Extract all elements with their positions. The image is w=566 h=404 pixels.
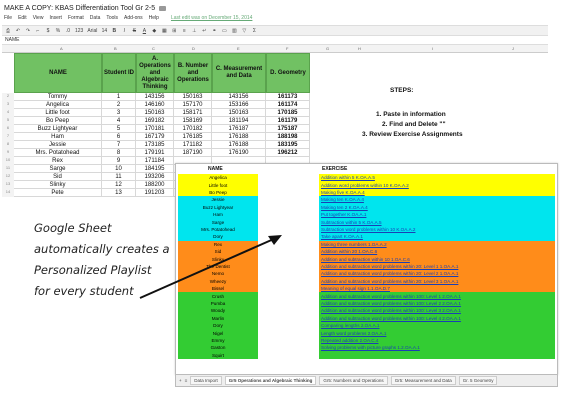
- annotation-line: Personalized Playlist: [34, 263, 152, 277]
- cell-a[interactable]: 171184: [136, 157, 174, 165]
- arrow-line: [140, 238, 276, 298]
- cell-id[interactable]: 11: [102, 173, 136, 181]
- cell-name[interactable]: Angelica: [14, 101, 102, 109]
- cell-c[interactable]: 176188: [212, 141, 266, 149]
- cell-a[interactable]: 143156: [136, 93, 174, 101]
- strikethrough-icon[interactable]: S: [132, 27, 137, 34]
- row-number[interactable]: 4: [2, 109, 14, 117]
- overlay-student-name[interactable]: Bissel: [178, 285, 258, 292]
- overlay-exercise-link[interactable]: Addition and subtraction word problems within 100: Level 2 2.OA.A.1: [319, 300, 555, 307]
- annotation-line: for every student: [34, 284, 134, 298]
- overlay-exercise-link[interactable]: Addition and subtraction word problems within 100: Level 1 2.OA.A.1: [319, 292, 555, 299]
- menu-file[interactable]: File: [4, 15, 13, 21]
- cell-d[interactable]: 175187: [266, 125, 310, 133]
- header-measurement[interactable]: C. Measurement and Data: [212, 53, 266, 93]
- header-operations[interactable]: A. Operations and Algebraic Thinking: [136, 53, 174, 93]
- overlay-student-name[interactable]: Squirt: [178, 352, 258, 359]
- row-number[interactable]: 13: [2, 181, 14, 189]
- tab-operations[interactable]: Gr5 Operations and Algebraic Thinking: [225, 376, 317, 385]
- column-header[interactable]: D: [192, 46, 195, 51]
- overlay-exercise-link[interactable]: Solving problems with picture graphs 1.2.OA.A.1: [319, 344, 555, 351]
- overlay-exercise-link[interactable]: Comparing lengths 2.OA.A.1: [319, 322, 555, 329]
- row-number[interactable]: 10: [2, 157, 14, 165]
- row-number[interactable]: 2: [2, 93, 14, 101]
- document-title[interactable]: MAKE A COPY: KBAS Differentiation Tool Gr 2-5: [4, 4, 156, 12]
- tab-measurement[interactable]: Gr5: Measurement and Data: [391, 376, 456, 385]
- overlay-student-name[interactable]: Jessie: [178, 196, 258, 203]
- column-header[interactable]: C: [152, 46, 155, 51]
- merge-icon[interactable]: ⊞: [172, 27, 177, 34]
- fill-color-icon[interactable]: ◆: [152, 27, 157, 34]
- column-header[interactable]: I: [432, 46, 434, 51]
- annotation-line: Google Sheet: [34, 221, 112, 235]
- bold-icon[interactable]: B: [112, 27, 117, 34]
- cell-a[interactable]: 179191: [136, 149, 174, 157]
- cell-id[interactable]: 8: [102, 149, 136, 157]
- cell-id[interactable]: 7: [102, 141, 136, 149]
- overlay-exercise-link[interactable]: Making five K.OA.A.4: [319, 189, 555, 196]
- cell-a[interactable]: 169182: [136, 117, 174, 125]
- overlay-student-name[interactable]: Angelica: [178, 174, 258, 181]
- overlay-exercise-link[interactable]: Addition within 5 K.OA.A.5: [319, 174, 555, 181]
- steps-title: STEPS:: [390, 87, 414, 94]
- cell-d[interactable]: 183195: [266, 141, 310, 149]
- cell-d[interactable]: 161174: [266, 101, 310, 109]
- formula-value: NAME: [5, 37, 20, 43]
- cell-d[interactable]: 196212: [266, 149, 310, 157]
- cell-name[interactable]: Ham: [14, 133, 102, 141]
- overlay-exercise-link[interactable]: Addition word problems within 10 K.OA.A.2: [319, 181, 555, 188]
- font-size-select[interactable]: 14: [101, 27, 108, 34]
- overlay-student-name[interactable]: Marlin: [178, 315, 258, 322]
- overlay-student-name[interactable]: Dory: [178, 233, 258, 240]
- overlay-exercise-link[interactable]: Subtraction word problems within 10 K.OA.A.2: [319, 226, 555, 233]
- column-header[interactable]: J: [512, 46, 514, 51]
- overlay-exercise-link[interactable]: Addition within 20 1.OA.C.6: [319, 248, 555, 255]
- cell-name[interactable]: Slinky: [14, 181, 102, 189]
- overlay-student-name[interactable]: Woody: [178, 307, 258, 314]
- cell-id[interactable]: 2: [102, 101, 136, 109]
- cell-b[interactable]: 176185: [174, 133, 212, 141]
- align-icon[interactable]: ≡: [182, 27, 186, 34]
- cell-b[interactable]: 158169: [174, 117, 212, 125]
- cell-b[interactable]: 157170: [174, 101, 212, 109]
- overlay-exercise-link[interactable]: Addition and subtraction word problems within 100: Level 4 2.OA.A.1: [319, 315, 555, 322]
- overlay-student-name[interactable]: Nigel: [178, 329, 258, 336]
- header-student-id[interactable]: Student ID: [102, 53, 136, 93]
- cell-id[interactable]: 1: [102, 93, 136, 101]
- cell-name[interactable]: Pete: [14, 189, 102, 197]
- more-formats-button[interactable]: 123: [75, 27, 84, 34]
- cell-a[interactable]: 193206: [136, 173, 174, 181]
- cell-name[interactable]: Sid: [14, 173, 102, 181]
- overlay-exercise-link[interactable]: Meaning of equal sign 1.1.OA.D.7: [319, 285, 555, 292]
- overlay-student-name[interactable]: Ham: [178, 211, 258, 218]
- last-edit-link[interactable]: Last edit was on December 15, 2014: [170, 15, 253, 21]
- cell-a[interactable]: 184195: [136, 165, 174, 173]
- header-number-operations[interactable]: B. Number and Operations: [174, 53, 212, 93]
- cell-b[interactable]: 171182: [174, 141, 212, 149]
- cell-d[interactable]: 161179: [266, 117, 310, 125]
- overlay-student-name[interactable]: Rex: [178, 241, 258, 248]
- overlay-exercise-link[interactable]: Making three numbers 1.OA.A.2: [319, 241, 555, 248]
- overlay-exercise-link[interactable]: Subtraction within 5 K.OA.A.5: [319, 218, 555, 225]
- overlay-student-name[interactable]: Buzz Lightyear: [178, 204, 258, 211]
- cell-name[interactable]: Tommy: [14, 93, 102, 101]
- cell-c[interactable]: 176187: [212, 125, 266, 133]
- cell-name[interactable]: Jessie: [14, 141, 102, 149]
- cell-c[interactable]: 176190: [212, 149, 266, 157]
- cell-c[interactable]: 181194: [212, 117, 266, 125]
- cell-id[interactable]: 13: [102, 189, 136, 197]
- cell-id[interactable]: 9: [102, 157, 136, 165]
- cell-name[interactable]: Little foot: [14, 109, 102, 117]
- functions-icon[interactable]: Σ: [252, 27, 256, 34]
- cell-c[interactable]: 153166: [212, 101, 266, 109]
- column-header[interactable]: H: [358, 46, 361, 51]
- italic-icon[interactable]: I: [123, 27, 126, 34]
- add-sheet-icon[interactable]: +: [179, 378, 182, 383]
- row-number[interactable]: 11: [2, 165, 14, 173]
- cell-c[interactable]: 143156: [212, 93, 266, 101]
- cell-name[interactable]: Mrs. Potatohead: [14, 149, 102, 157]
- overlay-student-name[interactable]: The Dentist: [178, 263, 258, 270]
- overlay-exercise-link[interactable]: Put together K.OA.A.1: [319, 211, 555, 218]
- cell-b[interactable]: 150163: [174, 93, 212, 101]
- menu-view[interactable]: View: [32, 15, 44, 21]
- row-number[interactable]: 8: [2, 141, 14, 149]
- cell-b[interactable]: 158171: [174, 109, 212, 117]
- cell-a[interactable]: 150163: [136, 109, 174, 117]
- row-number[interactable]: 5: [2, 117, 14, 125]
- cell-d[interactable]: 188198: [266, 133, 310, 141]
- row-number[interactable]: 9: [2, 149, 14, 157]
- cell-name[interactable]: Sarge: [14, 165, 102, 173]
- overlay-exercise-link[interactable]: Addition and subtraction within 10 1.OA.C.6: [319, 255, 555, 262]
- tab-numbers[interactable]: Gr5: Numbers and Operations: [319, 376, 387, 385]
- overlay-name-header: NAME: [208, 166, 223, 172]
- cell-a[interactable]: 170181: [136, 125, 174, 133]
- overlay-exercise-link[interactable]: Making ten K.OA.A.4: [319, 196, 555, 203]
- cell-id[interactable]: 4: [102, 117, 136, 125]
- overlay-student-name[interactable]: Pumba: [178, 300, 258, 307]
- header-geometry[interactable]: D. Geometry: [266, 53, 310, 93]
- cell-a[interactable]: 146160: [136, 101, 174, 109]
- menu-edit[interactable]: Edit: [18, 15, 27, 21]
- overlay-student-name[interactable]: Slinky: [178, 255, 258, 262]
- sheet-list-icon[interactable]: ≡: [184, 378, 188, 383]
- overlay-student-name[interactable]: Little foot: [178, 181, 258, 188]
- overlay-exercise-header: EXERCISE: [322, 166, 348, 172]
- column-header[interactable]: F: [286, 46, 289, 51]
- percent-icon[interactable]: %: [55, 27, 61, 34]
- overlay-student-name[interactable]: Gaston: [178, 344, 258, 351]
- cell-c[interactable]: 176188: [212, 133, 266, 141]
- cell-name[interactable]: Rex: [14, 157, 102, 165]
- cell-b[interactable]: 187190: [174, 149, 212, 157]
- overlay-student-name[interactable]: Dory: [178, 322, 258, 329]
- link-icon[interactable]: ⚭: [212, 27, 217, 34]
- overlay-student-name[interactable]: Nemo: [178, 270, 258, 277]
- menu-data[interactable]: Data: [89, 15, 101, 21]
- step-1: 1. Paste in information: [376, 111, 446, 118]
- borders-icon[interactable]: ▦: [161, 27, 167, 34]
- overlay-exercise-link[interactable]: Addition and subtraction word problems within 20: Level 3 1.OA.A.1: [319, 278, 555, 285]
- cell-id[interactable]: 5: [102, 125, 136, 133]
- cell-name[interactable]: Bo Peep: [14, 117, 102, 125]
- overlay-student-name[interactable]: Wheezy: [178, 278, 258, 285]
- overlay-exercise-link[interactable]: Addition and subtraction word problems within 20: Level 1 1.OA.A.1: [319, 263, 555, 270]
- overlay-student-name[interactable]: Crush: [178, 292, 258, 299]
- column-header[interactable]: E: [237, 46, 240, 51]
- overlay-exercise-link[interactable]: Addition and subtraction word problems within 20: Level 2 1.OA.A.1: [319, 270, 555, 277]
- tab-data-import[interactable]: Data Import: [190, 376, 222, 385]
- chart-icon[interactable]: ▥: [231, 27, 237, 34]
- cell-a[interactable]: 173185: [136, 141, 174, 149]
- cell-name[interactable]: Buzz Lightyear: [14, 125, 102, 133]
- cell-c[interactable]: 150163: [212, 109, 266, 117]
- column-header[interactable]: B: [114, 46, 117, 51]
- menu-tools[interactable]: Tools: [106, 15, 119, 21]
- cell-a[interactable]: 167179: [136, 133, 174, 141]
- cell-d[interactable]: 161173: [266, 93, 310, 101]
- overlay-exercise-link[interactable]: Take apart K.OA.A.1: [319, 233, 555, 240]
- menu-addons[interactable]: Add-ons: [124, 15, 143, 21]
- column-header[interactable]: G: [326, 46, 330, 51]
- overlay-student-name[interactable]: Emmy: [178, 337, 258, 344]
- filter-icon[interactable]: ▽: [242, 27, 247, 34]
- annotation-line: automatically creates a: [34, 242, 170, 256]
- redo-icon[interactable]: ↷: [25, 27, 31, 34]
- paint-format-icon[interactable]: ⌐: [36, 27, 40, 34]
- tab-geometry[interactable]: Gr. 5 Geometry: [459, 376, 498, 385]
- cell-id[interactable]: 10: [102, 165, 136, 173]
- cell-id[interactable]: 12: [102, 181, 136, 189]
- currency-icon[interactable]: $: [46, 27, 50, 34]
- menu-insert[interactable]: Insert: [49, 15, 62, 21]
- overlay-student-name[interactable]: Sid: [178, 248, 258, 255]
- header-name[interactable]: NAME: [14, 53, 102, 93]
- overlay-exercise-link[interactable]: Addition and subtraction word problems within 100: Level 3 2.OA.A.1: [319, 307, 555, 314]
- decimal-icon[interactable]: .0: [65, 27, 71, 34]
- row-number[interactable]: 3: [2, 101, 14, 109]
- row-number[interactable]: 6: [2, 125, 14, 133]
- comment-icon[interactable]: ▭: [221, 27, 227, 34]
- valign-icon[interactable]: ⊥: [192, 27, 197, 34]
- overlay-exercise-link[interactable]: Repeated addition 2.OA.C.4: [319, 337, 555, 344]
- cell-d[interactable]: 170185: [266, 109, 310, 117]
- overlay-student-name[interactable]: Mrs. Potatohead: [178, 226, 258, 233]
- cell-id[interactable]: 3: [102, 109, 136, 117]
- undo-icon[interactable]: ↶: [15, 27, 21, 34]
- step-3: 3. Review Exercise Assignments: [362, 131, 463, 138]
- print-icon[interactable]: ⎙: [5, 27, 10, 34]
- step-2: 2. Find and Delete "": [382, 121, 446, 128]
- menu-format[interactable]: Format: [67, 15, 84, 21]
- cell-a[interactable]: 188200: [136, 181, 174, 189]
- overlay-exercise-link[interactable]: Making ten 2 K.OA.A.4: [319, 204, 555, 211]
- cell-b[interactable]: 170182: [174, 125, 212, 133]
- overlay-student-name[interactable]: Bo Peep: [178, 189, 258, 196]
- row-number[interactable]: 7: [2, 133, 14, 141]
- cell-a[interactable]: 191203: [136, 189, 174, 197]
- wrap-icon[interactable]: ↵: [202, 27, 207, 34]
- text-color-icon[interactable]: A: [142, 27, 147, 34]
- row-number[interactable]: 12: [2, 173, 14, 181]
- font-select[interactable]: Arial: [87, 27, 98, 34]
- cell-id[interactable]: 6: [102, 133, 136, 141]
- row-number[interactable]: 14: [2, 189, 14, 197]
- menu-help[interactable]: Help: [148, 15, 159, 21]
- column-header[interactable]: A: [60, 46, 63, 51]
- overlay-exercise-link[interactable]: Length word problems 2.OA.A.1: [319, 329, 555, 336]
- overlay-student-name[interactable]: Sarge: [178, 218, 258, 225]
